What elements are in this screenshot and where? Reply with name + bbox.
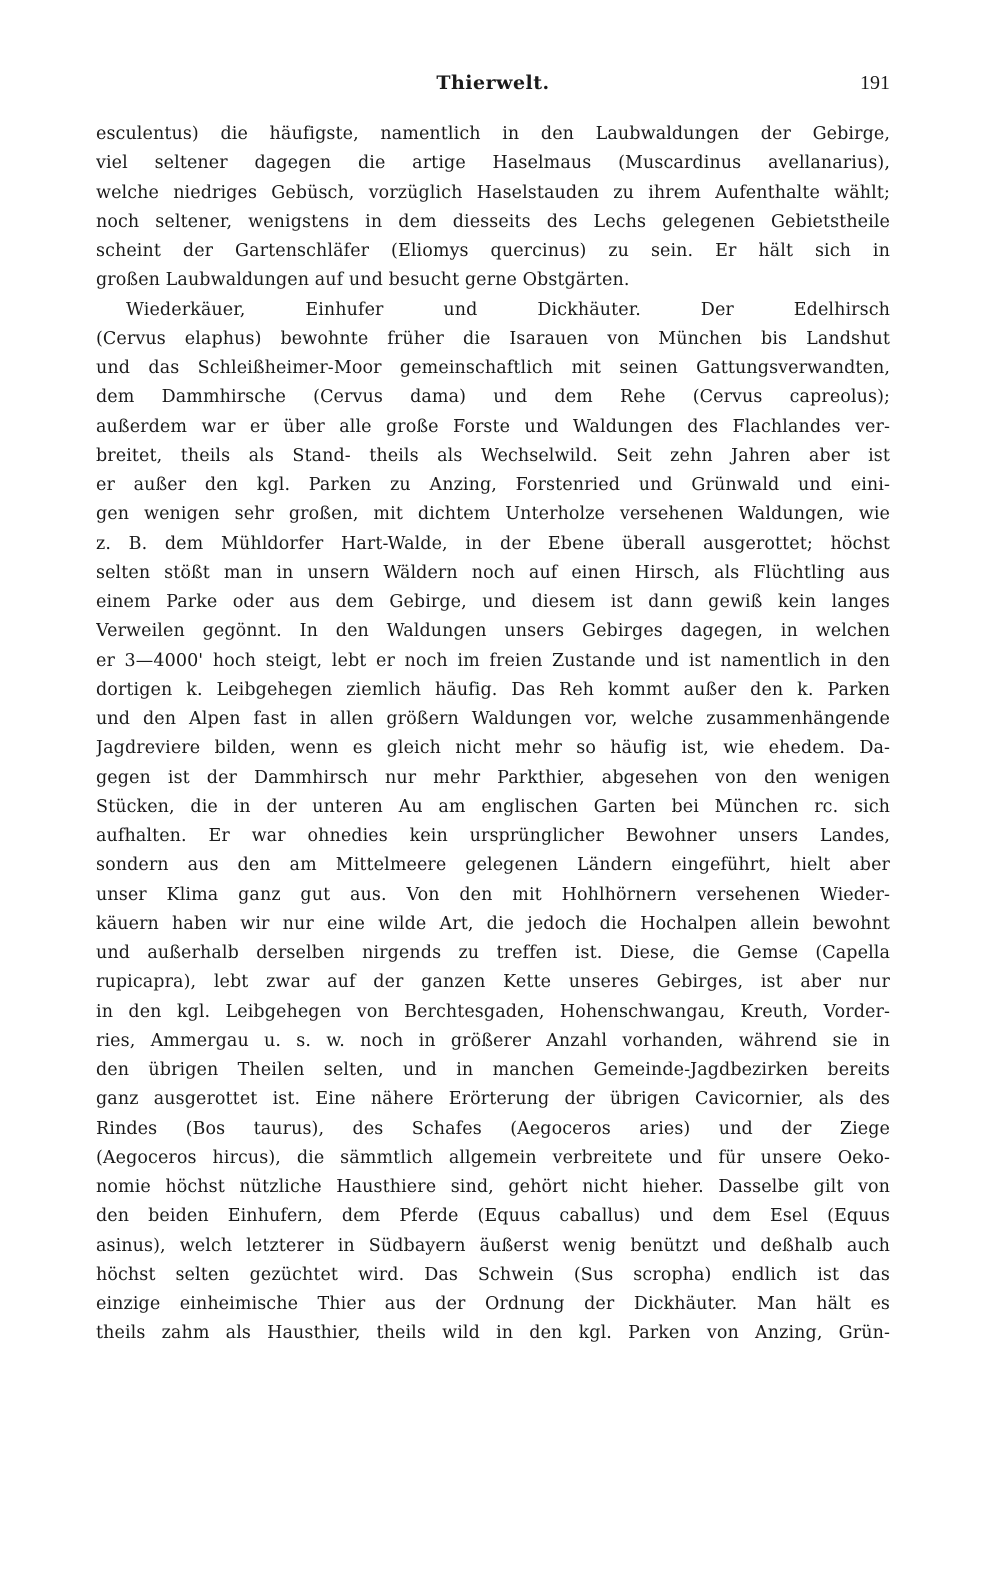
page-header: [96, 72, 890, 102]
section-heading-line: Wiederkäuer, Einhufer und Dickhäuter. Der Edelhirsch: [126, 299, 890, 320]
text-line: den beiden Einhufern, dem Pferde (Equus caballus) und dem Esel (Equus: [96, 1206, 890, 1227]
page-number: 191: [860, 72, 890, 94]
text-line: Stücken, die in der unteren Au am englischen Garten bei München rc. sich: [96, 796, 890, 817]
running-title: Thierwelt.: [436, 72, 550, 94]
text-line: großen Laubwaldungen auf und besucht gerne Obstgärten.: [96, 270, 630, 291]
text-line: außerdem war er über alle große Forste und Waldungen des Flachlandes ver-: [96, 416, 890, 437]
text-line: er 3—4000' hoch steigt, lebt er noch im freien Zustande und ist namentlich in den: [96, 650, 890, 671]
text-line: (Aegoceros hircus), die sämmtlich allgemein verbreitete und für unsere Oeko-: [96, 1147, 890, 1168]
text-line: den übrigen Theilen selten, und in manchen Gemeinde-Jagdbezirken bereits: [96, 1060, 890, 1080]
text-line: theils zahm als Hausthier, theils wild in den kgl. Parken von Anzing, Grün-: [96, 1323, 890, 1344]
text-line: unser Klima ganz gut aus. Von den mit Hohlhörnern versehenen Wieder-: [96, 884, 890, 905]
text-line: er außer den kgl. Parken zu Anzing, Forstenried und Grünwald und eini-: [96, 475, 890, 495]
text-line: Jagdreviere bilden, wenn es gleich nicht mehr so häufig ist, wie ehedem. Da-: [96, 738, 890, 759]
body-text: [96, 120, 890, 1349]
text-line: käuern haben wir nur eine wilde Art, die jedoch die Hochalpen allein bewohnt: [96, 913, 890, 934]
text-line: einzige einheimische Thier aus der Ordnung der Dickhäuter. Man hält es: [96, 1294, 890, 1314]
text-line: scheint der Gartenschläfer (Eliomys quercinus) zu sein. Er hält sich in: [96, 241, 890, 261]
text-line: und außerhalb derselben nirgends zu treffen ist. Diese, die Gemse (Capella: [96, 943, 890, 963]
text-line: gen wenigen sehr großen, mit dichtem Unterholze versehenen Waldungen, wie: [96, 504, 890, 525]
text-line: Rindes (Bos taurus), des Schafes (Aegoceros aries) und der Ziege: [96, 1118, 890, 1139]
text-line: viel seltener dagegen die artige Haselmaus (Muscardinus avellanarius),: [96, 153, 890, 174]
text-line: und das Schleißheimer-Moor gemeinschaftlich mit seinen Gattungsverwandten,: [96, 358, 890, 378]
text-line: und den Alpen fast in allen größern Waldungen vor, welche zusammenhängende: [96, 709, 890, 729]
text-line: höchst selten gezüchtet wird. Das Schwein (Sus scropha) endlich ist das: [96, 1264, 890, 1285]
text-line: welche niedriges Gebüsch, vorzüglich Haselstauden zu ihrem Aufenthalte wählt;: [96, 182, 890, 203]
text-line: sondern aus den am Mittelmeere gelegenen Ländern eingeführt, hielt aber: [96, 855, 890, 876]
text-line: aufhalten. Er war ohnedies kein ursprünglicher Bewohner unsers Landes,: [96, 826, 890, 846]
text-line: dem Dammhirsche (Cervus dama) und dem Rehe (Cervus capreolus);: [96, 387, 890, 408]
text-line: esculentus) die häufigste, namentlich in den Laubwaldungen der Gebirge,: [96, 124, 890, 144]
text-line: asinus), welch letzterer in Südbayern äußerst wenig benützt und deßhalb auch: [96, 1235, 890, 1256]
text-line: in den kgl. Leibgehegen von Berchtesgaden, Hohenschwangau, Kreuth, Vorder-: [96, 1001, 890, 1022]
text-line: nomie höchst nützliche Hausthiere sind, gehört nicht hieher. Dasselbe gilt von: [96, 1177, 890, 1197]
text-line: ganz ausgerottet ist. Eine nähere Erörterung der übrigen Cavicornier, als des: [96, 1089, 890, 1110]
text-line: einem Parke oder aus dem Gebirge, und diesem ist dann gewiß kein langes: [96, 592, 890, 612]
text-line: ries, Ammergau u. s. w. noch in größerer Anzahl vorhanden, während sie in: [96, 1030, 890, 1051]
text-line: rupicapra), lebt zwar auf der ganzen Kette unseres Gebirges, ist aber nur: [96, 972, 890, 993]
text-line: dortigen k. Leibgehegen ziemlich häufig. Das Reh kommt außer den k. Parken: [96, 679, 890, 700]
text-line: selten stößt man in unsern Wäldern noch auf einen Hirsch, als Flüchtling aus: [96, 562, 890, 583]
text-line: z. B. dem Mühldorfer Hart-Walde, in der Ebene überall ausgerottet; höchst: [96, 533, 890, 554]
text-line: Verweilen gegönnt. In den Waldungen unsers Gebirges dagegen, in welchen: [96, 621, 890, 642]
text-line: noch seltener, wenigstens in dem diesseits des Lechs gelegenen Gebietstheile: [96, 211, 890, 232]
text-line: (Cervus elaphus) bewohnte früher die Isarauen von München bis Landshut: [96, 328, 890, 349]
text-line: breitet, theils als Stand- theils als Wechselwild. Seit zehn Jahren aber ist: [96, 445, 890, 466]
text-line: gegen ist der Dammhirsch nur mehr Parkthier, abgesehen von den wenigen: [96, 767, 890, 788]
